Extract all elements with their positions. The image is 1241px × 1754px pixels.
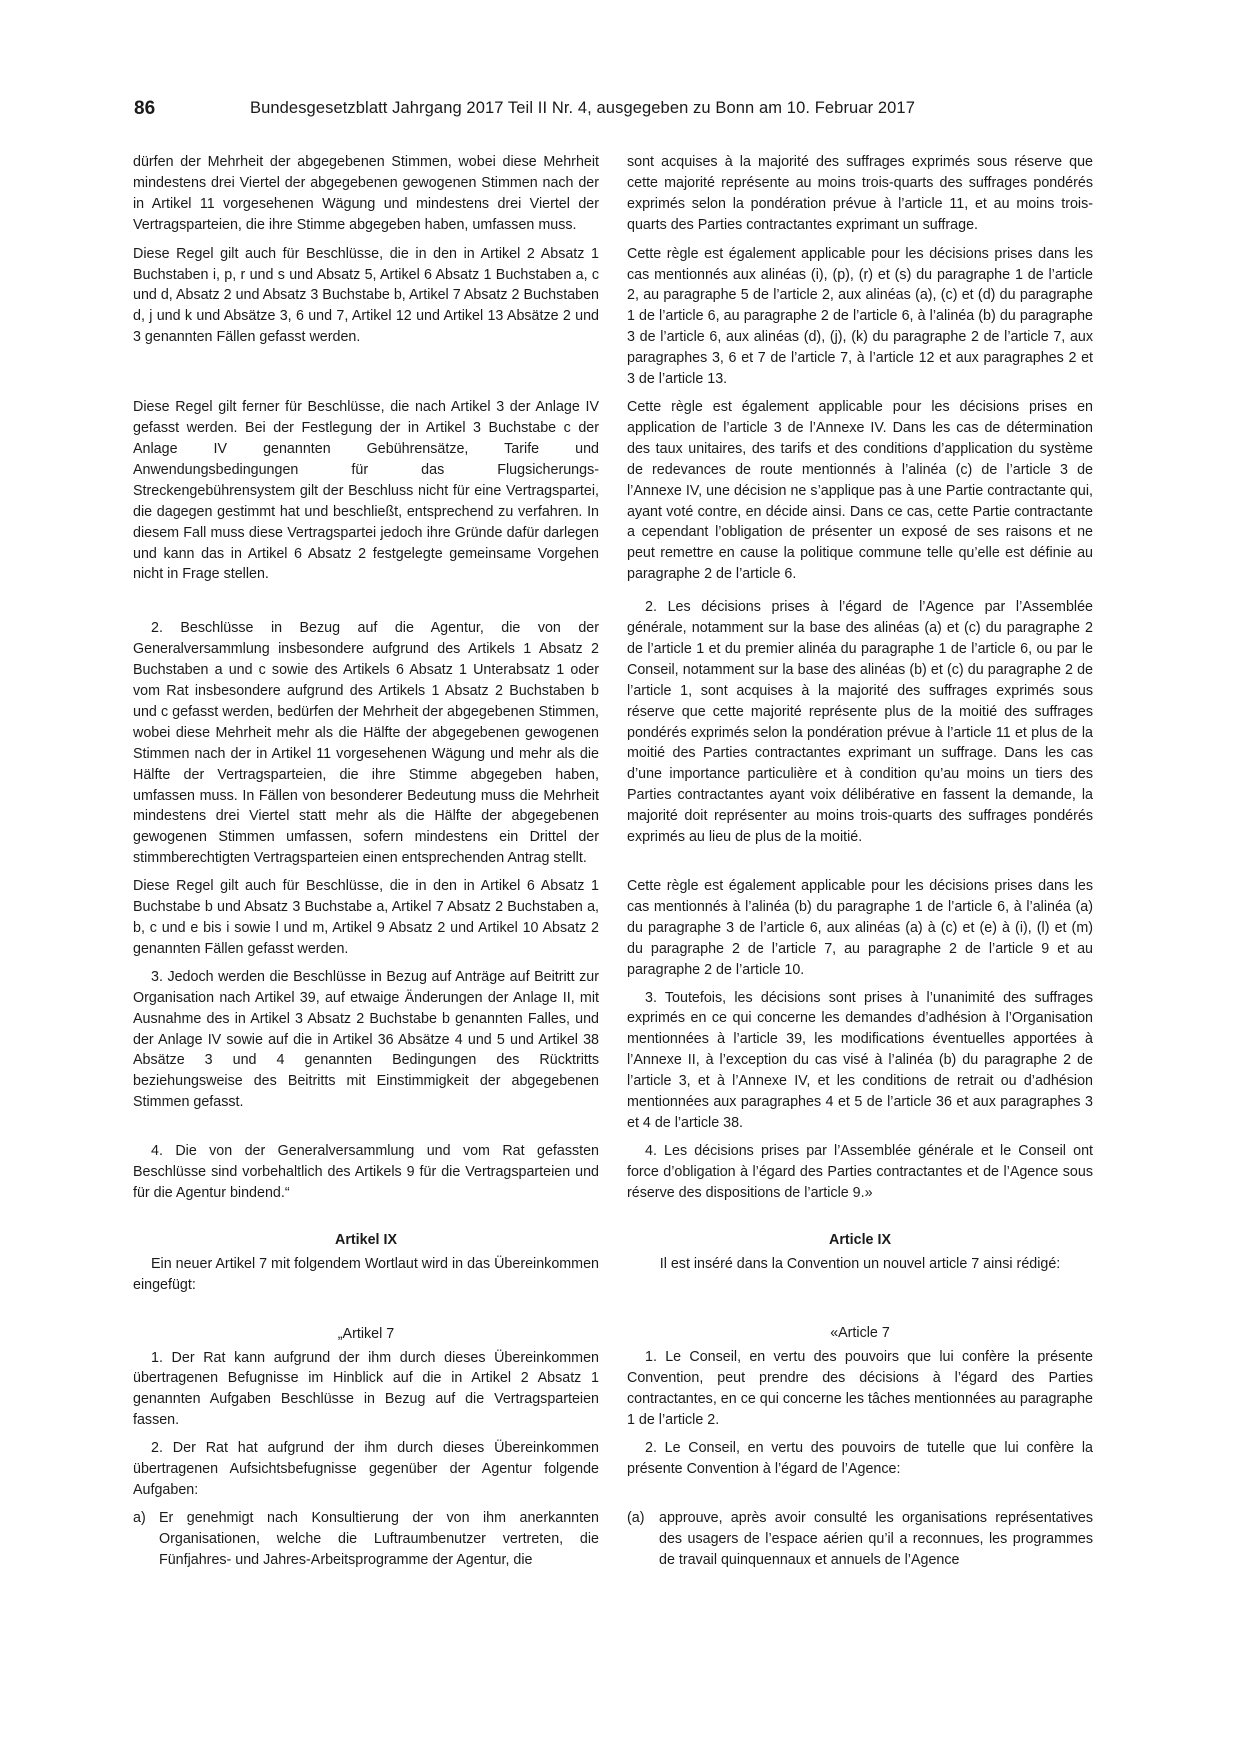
- de-paragraph-3: Diese Regel gilt ferner für Beschlüsse, die nach Artikel 3 der Anlage IV gefasst werden. Bei der Festlegung der in Artikel 3 Buchstabe c der Anlage IV genannten Gebührensätze, Tarife und Anwendungsbedingungen für das Flugsicherungs-Streckengebührensystem gilt der Beschluss nicht für eine Vertragspartei, die dagegen gestimmt hat und beschließt, entsprechend zu verfahren. In diesem Fall muss diese Vertragspartei jedoch ihre Gründe dafür darlegen und kann das in Artikel 6 Absatz 2 festgelegte gemeinsame Vorgehen nicht in Frage stellen.: [133, 399, 599, 583]
- de-paragraph-5: Diese Regel gilt auch für Beschlüsse, die in den in Artikel 6 Absatz 1 Buchstabe b und Absatz 3 Buchstabe a, Artikel 7 Absatz 2 Buchstaben a, b, c und e bis i sowie l und m, Artikel 9 Absatz 2 und Artikel 10 Absatz 2 genannten Fällen gefasst werden.: [133, 878, 599, 957]
- fr-paragraph-8: Il est inséré dans la Convention un nouvel article 7 ainsi rédigé:: [659, 1255, 1061, 1272]
- fr-list-item-a-label: (a): [627, 1509, 645, 1526]
- fr-paragraph-4: 2. Les décisions prises à l’égard de l’Agence par l’Assemblée générale, notamment sur la base des alinéas (a) et (c) du paragraphe 2 de l’article 1 et du premier alinéa du paragraphe 1 de l’article 6, ou par le Conseil, notamment sur la base des alinéas (b) et (c) du paragraphe 2 de l’article 1, sont acquises à la majorité des suffrages exprimés sous réserve que cette majorité représente plus de la moitié des suffrages pondérés exprimés selon la pondération prévue à l’article 11 et plus de la moitié des Parties contractantes exprimant un suffrage. Dans les cas d’une importance particulière et à condition qu’au moins un tiers des Parties contractantes ayant voix délibérative en fassent la demande, la majorité doit représenter au moins trois-quarts des suffrages pondérés exprimés au lieu de plus de la moitié.: [627, 599, 1093, 846]
- de-paragraph-8: Ein neuer Artikel 7 mit folgendem Wortlaut wird in das Übereinkommen eingefügt:: [133, 1255, 599, 1293]
- fr-article-title: Article IX: [829, 1231, 891, 1248]
- de-paragraph-2: Diese Regel gilt auch für Beschlüsse, die in den in Artikel 2 Absatz 1 Buchstaben i, p, r und s und Absatz 5, Artikel 6 Absatz 1 Buchstaben a, c und d, Absatz 2 und Absatz 3 Buchstabe b, Artikel 7 Absatz 2 Buchstaben d, j und k und Absätze 3, 6 und 7, Artikel 12 und Artikel 13 Absätze 2 und 3 genannten Fällen gefasst werden.: [133, 245, 599, 346]
- de-paragraph-9: 1. Der Rat kann aufgrund der ihm durch dieses Übereinkommen übertragenen Befugnisse im Hinblick auf die in Artikel 2 Absatz 1 genannten Aufgaben Beschlüsse in Bezug auf die Vertragsparteien fassen.: [133, 1349, 599, 1429]
- de-list-item-a-label: a): [133, 1509, 146, 1526]
- fr-paragraph-5: Cette règle est également applicable pour les décisions prises dans les cas mentionnés à l’alinéa (b) du paragraphe 1 de l’article 6, à l’alinéa (a) du paragraphe 3 de l’article 6, aux alinéas (a) à (c) et (e) à (i), (l) et (m) du paragraphe 2 de l’article 7, au paragraphe 2 de l’article 9 et au paragraphe 2 de l’article 10.: [627, 878, 1093, 978]
- german-column: [133, 152, 599, 1571]
- de-quoted-article-title: „Artikel 7: [337, 1325, 395, 1342]
- fr-paragraph-3: Cette règle est également applicable pour les décisions prises en application de l’article 3 de l’Annexe IV. Dans les cas de détermination des taux unitaires, des tarifs et des conditions d’application du système de redevances de route mentionnés à l’alinéa (c) de l’article 3 de l’Annexe IV, une décision ne s’applique pas à une Partie contractante qui, ayant voté contre, en décide ainsi. Dans ce cas, cette Partie contractante a cependant l’obligation de présenter un exposé de ses raisons et ne peut remettre en cause la politique commune telle qu’elle est définie au paragraphe 2 de l’article 6.: [627, 398, 1093, 583]
- de-paragraph-4: 2. Beschlüsse in Bezug auf die Agentur, die von der Generalversammlung insbesondere aufgrund des Artikels 1 Absatz 2 Buchstaben a und c sowie des Artikels 6 Absatz 1 Unterabsatz 1 oder vom Rat insbesondere aufgrund des Artikels 1 Absatz 2 Buchstaben b und c gefasst werden, bedürfen der Mehrheit der abgegebenen Stimmen, wobei diese Mehrheit mehr als die Hälfte der abgegebenen gewogenen Stimmen nach der in Artikel 11 vorgesehenen Wägung und mehr als die Hälfte der Vertragsparteien, die ihre Stimme abgegeben haben, umfassen muss. In Fällen von besonderer Bedeutung muss die Mehrheit mindestens drei Viertel statt mehr als die Hälfte der abgegebenen gewogenen Stimmen umfassen, sofern mindestens ein Drittel der stimmberechtigten Vertragsparteien einen entsprechenden Antrag stellt.: [133, 620, 599, 867]
- fr-paragraph-2: Cette règle est également applicable pour les décisions prises dans les cas mentionnés aux alinéas (i), (p), (r) et (s) du paragraphe 1 de l’article 2, au paragraphe 5 de l’article 2, aux alinéas (a), (c) et (d) du paragraphe 1 de l’article 6, au paragraphe 2 de l’article 6, à l’alinéa (b) du paragraphe 3 de l’article 6, aux alinéas (d), (j), (k) du paragraphe 2 de l’article 7, aux paragraphes 3, 6 et 7 de l’article 7, à l’article 12 et aux paragraphes 2 et 3 de l’article 13.: [627, 245, 1093, 388]
- running-head: Bundesgesetzblatt Jahrgang 2017 Teil II Nr. 4, ausgegeben zu Bonn am 10. Februar 2017: [250, 99, 915, 117]
- de-article-title: Artikel IX: [335, 1231, 397, 1248]
- fr-paragraph-7: 4. Les décisions prises par l’Assemblée générale et le Conseil ont force d’obligation à l’égard des Parties contractantes et de l’Agence sous réserve des dispositions de l’article 9.»: [627, 1142, 1093, 1201]
- fr-paragraph-6: 3. Toutefois, les décisions sont prises à l’unanimité des suffrages exprimés en ce qui concerne les demandes d’adhésion à l’Organisation mentionnées à l’article 39, les modifications éventuelles apportées à l’Annexe II, à l’exception du cas visé à l’alinéa (b) du paragraphe 2 de l’article 3, et à l’Annexe IV, et les conditions de retrait ou d’adhésion mentionnées aux paragraphes 4 et 5 de l’article 36 et aux paragraphes 3 et 4 de l’article 38.: [627, 989, 1093, 1131]
- fr-paragraph-9: 1. Le Conseil, en vertu des pouvoirs que lui confère la présente Convention, peut prendre des décisions à l’égard des Parties contractantes, en ce qui concerne les tâches mentionnées au paragraphe 1 de l’article 2.: [627, 1349, 1093, 1429]
- de-paragraph-7: 4. Die von der Generalversammlung und vom Rat gefassten Beschlüsse sind vorbehaltlich des Artikels 9 für die Vertragsparteien und für die Agentur bindend.“: [133, 1143, 599, 1201]
- fr-list-item-a: [627, 1508, 1093, 1571]
- page-header: [134, 98, 1109, 124]
- de-paragraph-1: dürfen der Mehrheit der abgegebenen Stimmen, wobei diese Mehrheit mindestens drei Viertel der abgegebenen gewogenen Stimmen nach der in Artikel 11 vorgesehenen Wägung und mindestens drei Viertel der Vertragsparteien, die ihre Stimme abgegeben haben, umfassen muss.: [133, 154, 599, 233]
- fr-quoted-article-title: «Article 7: [830, 1325, 890, 1342]
- page-number: 86: [134, 98, 156, 119]
- french-column: [627, 152, 1093, 1570]
- de-paragraph-10: 2. Der Rat hat aufgrund der ihm durch dieses Übereinkommen übertragenen Aufsichtsbefugnisse gegenüber der Agentur folgende Aufgaben:: [133, 1440, 599, 1498]
- fr-list-item-a-text: approuve, après avoir consulté les organisations représentatives des usagers de l’espace aérien qu’il a reconnues, les programmes de travail quinquennaux et annuels de l’Agence: [659, 1509, 1093, 1568]
- de-list-item-a: [133, 1508, 599, 1571]
- de-paragraph-6: 3. Jedoch werden die Beschlüsse in Bezug auf Anträge auf Beitritt zur Organisation nach Artikel 39, auf etwaige Änderungen der Anlage II, mit Ausnahme des in Artikel 3 Absatz 2 Buchstabe b genannten Falles, und der Anlage IV sowie auf die in Artikel 36 Absätze 4 und 5 und Artikel 38 Absätze 3 und 4 genannten Bedingungen des Rücktritts beziehungsweise des Beitritts mit Einstimmigkeit der abgegebenen Stimmen gefasst.: [133, 968, 599, 1111]
- de-list-item-a-text: Er genehmigt nach Konsultierung der von ihm anerkannten Organisationen, welche die Luftraumbenutzer vertreten, die Fünfjahres- und Jahres-Arbeitsprogramme der Agentur, die: [159, 1509, 599, 1568]
- fr-paragraph-1: sont acquises à la majorité des suffrages exprimés sous réserve que cette majorité représente au moins trois-quarts des suffrages pondérés exprimés selon la pondération prévue à l’article 11, et au moins trois-quarts des Parties contractantes exprimant un suffrage.: [627, 154, 1093, 233]
- fr-paragraph-10: 2. Le Conseil, en vertu des pouvoirs de tutelle que lui confère la présente Convention à l’égard de l’Agence:: [627, 1439, 1093, 1477]
